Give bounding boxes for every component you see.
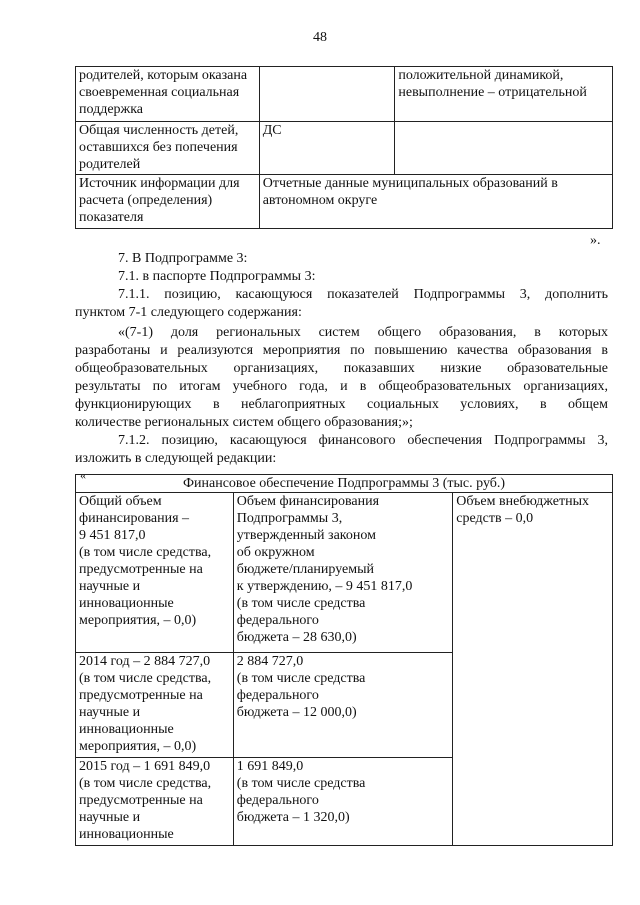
paragraph-line: количестве региональных систем общего образования;»; [75, 415, 413, 430]
table-cell [233, 653, 452, 758]
table-cell [76, 653, 234, 758]
cell-line: (в том числе средства, [79, 671, 212, 686]
cell-line: мероприятия, – 0,0) [79, 739, 197, 754]
paragraph-line: результаты по итогам учебного года, и в общеобразовательных организациях, [75, 379, 608, 394]
cell-line: утвержденный законом [236, 528, 376, 543]
table-cell [233, 758, 452, 846]
table-row [76, 67, 613, 122]
cell-line: (в том числе средства, [79, 776, 212, 791]
cell-line: научные и [79, 579, 141, 594]
cell-line: предусмотренные на [79, 688, 203, 703]
cell-line: мероприятия, – 0,0) [79, 613, 197, 628]
table-row [76, 175, 613, 229]
cell-line: бюджета – 28 630,0) [236, 630, 357, 645]
paragraph-line: 7.1.2. позицию, касающуюся финансового обеспечения Подпрограммы 3, [118, 433, 608, 448]
cell-line: (в том числе средства, [79, 545, 212, 560]
cell-line: (в том числе средства [236, 671, 366, 686]
table-row [76, 122, 613, 175]
cell-line: Общий объем [79, 494, 162, 509]
table-header: Финансовое обеспечение Подпрограммы 3 (тыс. руб.) [76, 475, 613, 493]
table-header-row [76, 475, 613, 493]
paragraph-line: пунктом 7-1 следующего содержания: [75, 305, 302, 320]
table-cell: положительной динамикой, невыполнение – отрицательной [395, 67, 613, 122]
cell-line: федерального [236, 613, 319, 628]
table-row [76, 493, 613, 653]
cell-line: бюджета – 12 000,0) [236, 705, 357, 720]
paragraph-line: 7.1.1. позицию, касающуюся показателей Подпрограммы 3, дополнить [118, 287, 608, 302]
cell-line: инновационные [79, 596, 174, 611]
indicator-table [75, 66, 613, 229]
paragraph: 7.1. в паспорте Подпрограммы 3: [118, 269, 316, 284]
cell-line: финансирования – [79, 511, 190, 526]
finance-table [75, 474, 613, 846]
cell-line: федерального [236, 793, 319, 808]
closing-quote: ». [590, 233, 601, 248]
paragraph-line: общеобразовательных организациях, показавших низкие образовательные [75, 361, 608, 376]
cell-line: средств – 0,0 [456, 511, 534, 526]
table-cell [233, 493, 452, 653]
paragraph-line: функционирующих в неблагоприятных социальных условиях, в общем [75, 397, 608, 412]
table-cell [395, 122, 613, 175]
cell-line: федерального [236, 688, 319, 703]
table-cell: Отчетные данные муниципальных образований в автономном округе [259, 175, 612, 229]
cell-line: к утверждению, – 9 451 817,0 [236, 579, 413, 594]
cell-line: бюджете/планируемый [236, 562, 374, 577]
cell-line: 2014 год – 2 884 727,0 [79, 654, 211, 669]
table-cell [76, 493, 234, 653]
cell-line: предусмотренные на [79, 562, 203, 577]
table-cell: родителей, которым оказана своевременная социальная поддержка [76, 67, 260, 122]
paragraph-line: «(7-1) доля региональных систем общего образования, в которых [118, 325, 608, 340]
paragraph-line: разработаны и реализуются мероприятия по повышению качества образования в [75, 343, 608, 358]
table-cell: Общая численность детей, оставшихся без попечения родителей [76, 122, 260, 175]
cell-line: 2015 год – 1 691 849,0 [79, 759, 211, 774]
paragraph: 7. В Подпрограмме 3: [118, 251, 248, 266]
page-number: 48 [313, 30, 327, 45]
cell-line: (в том числе средства [236, 776, 366, 791]
cell-line: инновационные [79, 722, 174, 737]
paragraph-line: изложить в следующей редакции: [75, 451, 277, 466]
cell-line: научные и [79, 810, 141, 825]
table-cell: ДС [259, 122, 395, 175]
cell-line: (в том числе средства [236, 596, 366, 611]
cell-line: предусмотренные на [79, 793, 203, 808]
table-cell [259, 67, 395, 122]
cell-line: об окружном [236, 545, 315, 560]
table-cell [76, 758, 234, 846]
cell-line: инновационные [79, 827, 174, 842]
table-cell [453, 493, 613, 846]
cell-line: бюджета – 1 320,0) [236, 810, 350, 825]
opening-quote: « [80, 468, 86, 482]
cell-line: Объем финансирования [236, 494, 380, 509]
cell-line: научные и [79, 705, 141, 720]
cell-line: 1 691 849,0 [236, 759, 304, 774]
cell-line: Объем внебюджетных [456, 494, 590, 509]
table-cell: Источник информации для расчета (определения) показателя [76, 175, 260, 229]
cell-line: Подпрограммы 3, [236, 511, 343, 526]
cell-line: 2 884 727,0 [236, 654, 304, 669]
cell-line: 9 451 817,0 [79, 528, 146, 543]
